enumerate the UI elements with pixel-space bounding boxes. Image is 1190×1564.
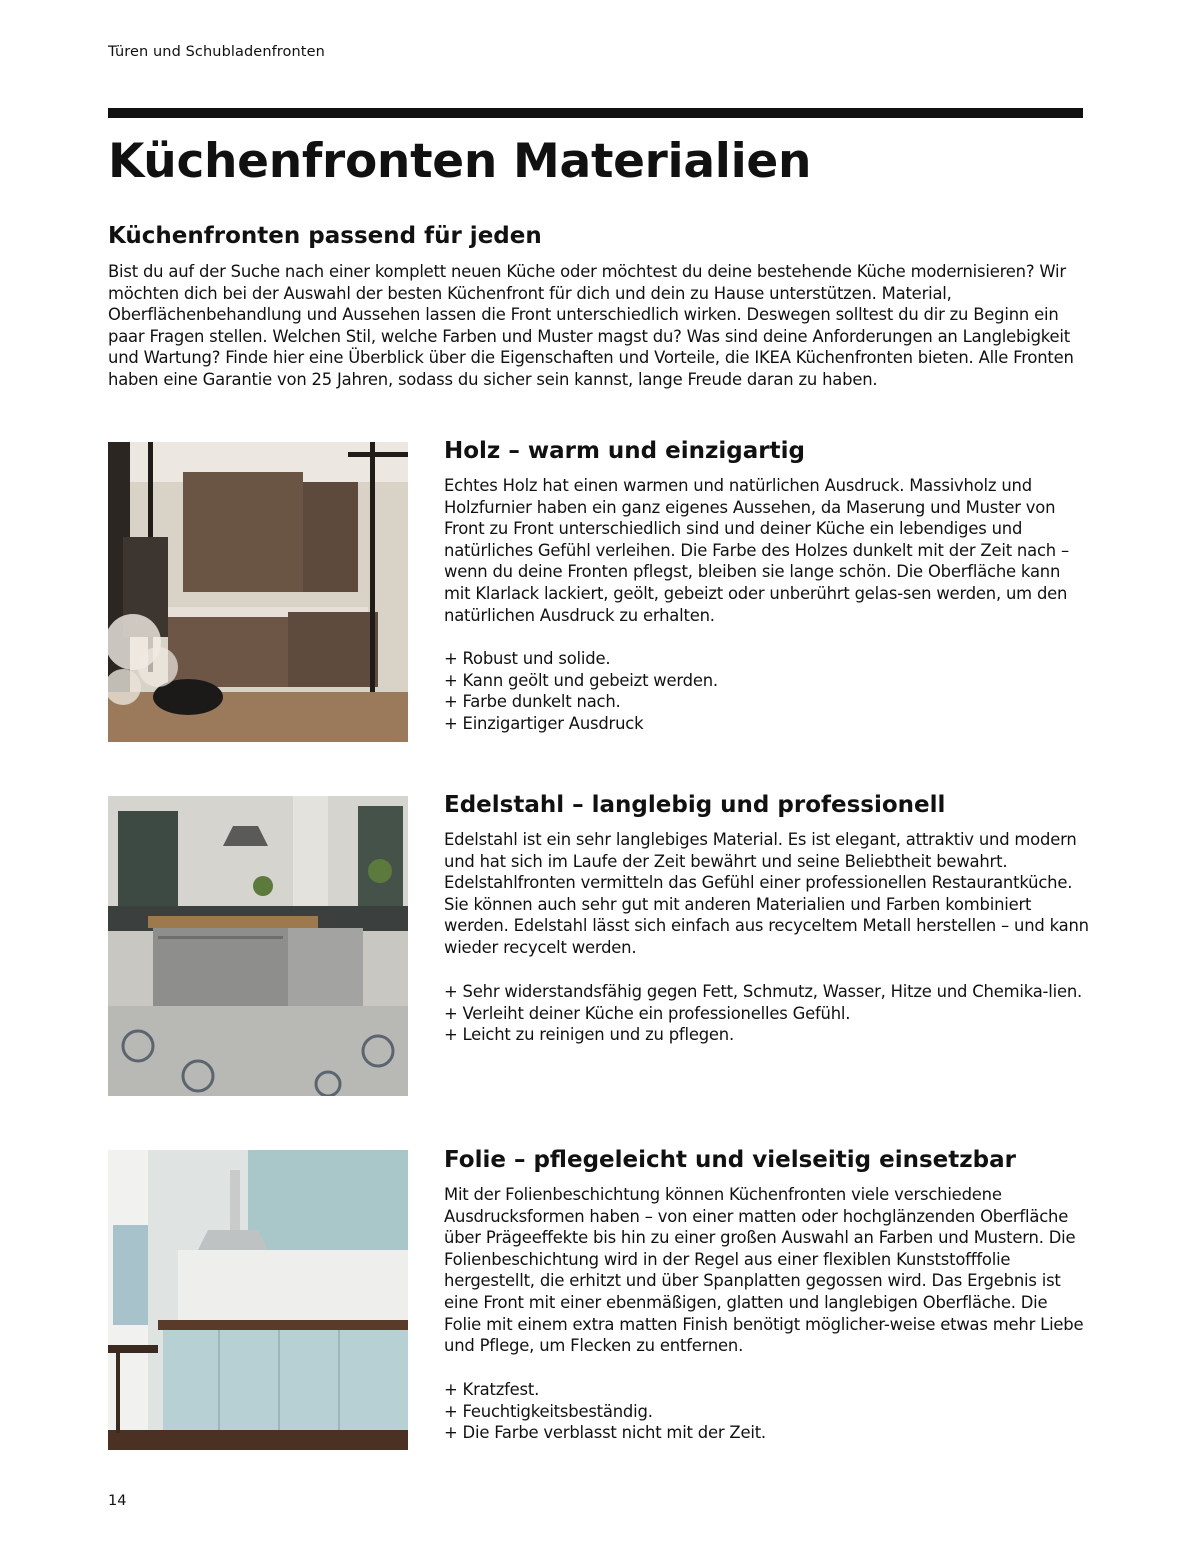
section-heading-stainless-steel: Edelstahl – langlebig und professionell bbox=[444, 792, 946, 818]
section-heading-wood: Holz – warm und einzigartig bbox=[444, 438, 805, 464]
section-text-foil: Mit der Folienbeschichtung können Küchenfronten viele verschiedene Ausdrucksformen haben – von einer matten oder hochglänzenden Oberfläche über Prägeeffekte bis hin zu einer großen Auswahl an Farben und Mustern. Die Folienbeschichtung wird in der Regel aus einer flexiblen Kunststofffolie hergestellt, die erhitzt und über Spanplatten gegossen wird. Das Ergebnis ist eine Front mit einer ebenmäßigen, glatten und langlebigen Oberfläche. Die Folie mit einem extra matten Finish benötigt möglicher-weise etwas mehr Liebe und Pflege, um Flecken zu entfernen. bbox=[444, 1185, 1084, 1356]
list-item: + Kann geölt und gebeizt werden. bbox=[444, 670, 718, 690]
page-number: 14 bbox=[108, 1493, 127, 1509]
wood-kitchen-photo bbox=[108, 442, 408, 742]
intro-heading: Küchenfronten passend für jeden bbox=[108, 223, 542, 249]
intro-text: Bist du auf der Suche nach einer komplett neuen Küche oder möchtest du deine bestehende Küche modernisieren? Wir möchten dich bei der Auswahl der besten Küchenfront für dich und dein zu Hause unterstützen. Material, Oberflächenbehandlung und Aussehen lassen die Front unterschiedlich wirken. Deswegen solltest du dir zu Beginn ein paar Fragen stellen. Welchen Stil, welche Farben und Muster magst du? Was sind deine Anforderungen an Langlebigkeit und Wartung? Finde hier eine Überblick über die Eigenschaften und Vorteile, die IKEA Küchenfronten bieten. Alle Fronten haben eine Garantie von 25 Jahren, sodass du sicher sein kannst, lange Freude daran zu haben. bbox=[108, 262, 1074, 389]
title-rule bbox=[108, 108, 1083, 118]
foil-kitchen-photo bbox=[108, 1150, 408, 1450]
list-item: + Leicht zu reinigen und zu pflegen. bbox=[444, 1025, 734, 1045]
list-item: + Die Farbe verblasst nicht mit der Zeit. bbox=[444, 1423, 766, 1443]
bullet-list-wood bbox=[444, 648, 1084, 734]
list-item: + Kratzfest. bbox=[444, 1380, 540, 1399]
section-text-stainless-steel: Edelstahl ist ein sehr langlebiges Material. Es ist elegant, attraktiv und modern und hat sich im Laufe der Zeit bewährt und seine Beliebtheit bewahrt. Edelstahlfronten vermitteln das Gefühl einer professionellen Restaurantküche. Sie können auch sehr gut mit anderen Materialien und Farben kombiniert werden. Edelstahl lässt sich einfach aus recyceltem Metall herstellen – und kann wieder recycelt werden. bbox=[444, 830, 1089, 957]
section-text-wood: Echtes Holz hat einen warmen und natürlichen Ausdruck. Massivholz und Holzfurnier haben ein ganz eigenes Aussehen, da Maserung und Muster von Front zu Front unterschiedlich sind und deiner Küche ein lebendiges und natürliches Gefühl verleihen. Die Farbe des Holzes dunkelt mit der Zeit nach – wenn du deine Fronten pflegst, bleiben sie lange schön. Die Oberfläche kann mit Klarlack lackiert, geölt, gebeizt oder unberührt gelas-sen werden, um den natürlichen Ausdruck zu erhalten. bbox=[444, 476, 1069, 625]
list-item: + Robust und solide. bbox=[444, 649, 611, 668]
list-item: + Farbe dunkelt nach. bbox=[444, 692, 621, 712]
list-item: + Feuchtigkeitsbeständig. bbox=[444, 1401, 653, 1421]
list-item: + Sehr widerstandsfähig gegen Fett, Schmutz, Wasser, Hitze und Chemika-lien. bbox=[444, 982, 1083, 1001]
bullet-list-foil bbox=[444, 1379, 1084, 1444]
bullet-list-stainless-steel bbox=[444, 981, 1084, 1046]
section-heading-foil: Folie – pflegeleicht und vielseitig einsetzbar bbox=[444, 1147, 1016, 1173]
stainless-steel-kitchen-photo bbox=[108, 796, 408, 1096]
list-item: + Einzigartiger Ausdruck bbox=[444, 713, 644, 733]
list-item: + Verleiht deiner Küche ein professionelles Gefühl. bbox=[444, 1003, 851, 1023]
running-head: Türen und Schubladenfronten bbox=[108, 44, 325, 60]
page-title: Küchenfronten Materialien bbox=[108, 134, 812, 189]
